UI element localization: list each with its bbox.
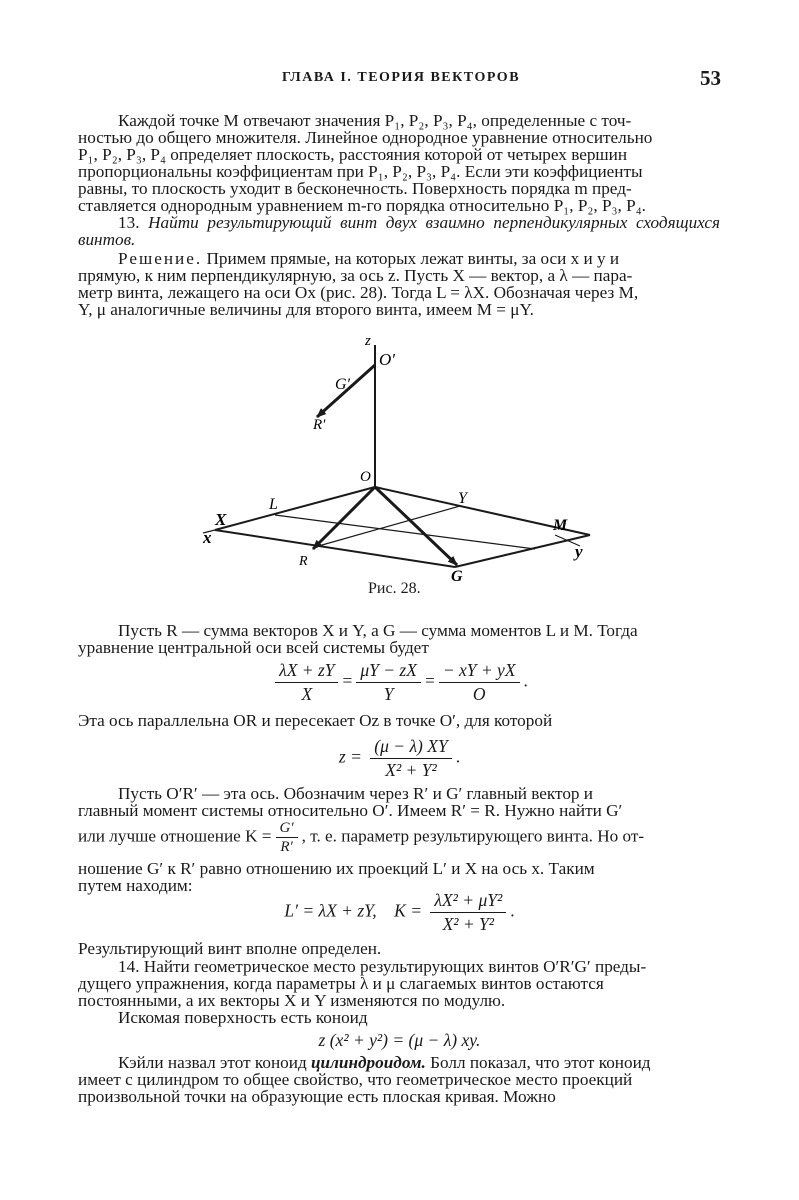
- text-line: путем находим:: [78, 876, 193, 895]
- equation-projections: [0, 890, 799, 935]
- label-r-prime: R′: [313, 417, 326, 433]
- label-o-prime: O′: [379, 350, 395, 369]
- text-line: [78, 820, 720, 855]
- plane-edge: [215, 530, 455, 567]
- text-line: пропорциональны коэффициентам при P₁, P₂, P₃, P₄. Если эти коэффициенты: [78, 162, 643, 181]
- paragraph-axis: [78, 712, 720, 729]
- equation-lhs: z =: [338, 746, 362, 767]
- numerator: λX² + μY²: [430, 890, 506, 913]
- text-line: Пусть R — сумма векторов X и Y, а G — сумма моментов L и M. Тогда: [118, 621, 638, 640]
- text-line: дущего упражнения, когда параметры λ и μ слагаемых винтов остаются: [78, 974, 604, 993]
- label-X: X: [215, 510, 227, 529]
- paragraph-defined: [78, 940, 720, 957]
- problem-13-solution: [78, 250, 720, 318]
- denominator: X² + Y²: [442, 914, 495, 934]
- text-line: [78, 250, 720, 267]
- period: .: [510, 900, 515, 921]
- equals-sign: =: [342, 670, 353, 691]
- period: .: [523, 670, 528, 691]
- problem-14: [78, 958, 720, 1026]
- label-M: M: [553, 517, 568, 534]
- solution-label: Решение.: [118, 249, 203, 268]
- text-line: главный момент системы относительно O′. Имеем R′ = R. Нужно найти G′: [78, 801, 623, 820]
- equation-z: [0, 736, 799, 781]
- label-G: G: [451, 568, 463, 585]
- text-line: Пусть O′R′ — эта ось. Обозначим через R′ и G′ главный вектор и: [118, 784, 594, 803]
- text-line: метр винта, лежащего на оси Ox (рис. 28). Тогда L = λX. Обозначая через M,: [78, 283, 639, 302]
- equation-conoid: [0, 1030, 799, 1051]
- fraction: [370, 736, 451, 781]
- text-line: произвольной точки на образующие есть плоская кривая. Можно: [78, 1087, 556, 1106]
- label-Y: Y: [458, 490, 467, 507]
- text-line: [78, 1054, 720, 1071]
- fraction-k: [276, 820, 298, 855]
- text-fragment: Найти геометрическое место результирующих винтов O′R′G′ преды-: [143, 957, 647, 976]
- plane-edge: [215, 487, 375, 530]
- denominator: O: [472, 684, 486, 704]
- text-line: имеет с цилиндром то общее свойство, что геометрическое место проекций: [78, 1070, 633, 1089]
- paragraph-resultant-k: [78, 820, 720, 855]
- denominator: X: [301, 684, 313, 704]
- numerator: (μ − λ) XY: [370, 736, 451, 759]
- fraction: [356, 660, 421, 705]
- intro-paragraph: [78, 112, 720, 214]
- formula-text: z (x² + y²) = (μ − λ) xy.: [318, 1030, 481, 1050]
- paragraph-sum: [78, 622, 720, 656]
- equation-central-axis: [0, 660, 799, 705]
- equation-lhs: L′ = λX + zY,: [284, 900, 377, 921]
- text-line: постоянными, а их векторы X и Y изменяются по модулю.: [78, 991, 506, 1010]
- emphasis-term: цилиндроидом.: [310, 1053, 426, 1072]
- text-line: ношение G′ к R′ равно отношению их проекций L′ и X на ось x. Таким: [78, 859, 595, 878]
- label-L: L: [269, 496, 278, 513]
- text-fragment: , т. е. параметр результирующего винта. Но от-: [301, 826, 645, 846]
- label-z: z: [365, 333, 371, 349]
- fraction: [275, 660, 338, 705]
- equation-k: K =: [394, 900, 423, 921]
- numerator: λX + zY: [275, 660, 338, 683]
- text-fragment: Кэйли назвал этот коноид: [118, 1053, 307, 1072]
- text-fragment: Болл показал, что этот коноид: [430, 1053, 651, 1072]
- plane-edge: [455, 535, 590, 567]
- text-fragment: Примем прямые, на которых лежат винты, за оси x и y и: [206, 249, 620, 268]
- text-line: Каждой точке M отвечают значения P₁, P₂, P₃, P₄, определенные с точ-: [118, 111, 632, 130]
- page-number: 53: [700, 66, 721, 90]
- numerator: G′: [276, 820, 298, 838]
- equals-sign: =: [424, 670, 435, 691]
- text-line: Искомая поверхность есть коноид: [118, 1008, 368, 1027]
- text-line: Эта ось параллельна OR и пересекает Oz в точке O′, для которой: [78, 711, 553, 730]
- text-line: P₁, P₂, P₃, P₄ определяет плоскость, расстояния которой от четырех вершин: [78, 145, 628, 164]
- text-line: уравнение центральной оси всей системы будет: [78, 638, 429, 657]
- problem-13: [78, 214, 720, 248]
- text-line: ностью до общего множителя. Линейное однородное уравнение относительно: [78, 128, 653, 147]
- period: .: [455, 746, 461, 767]
- paragraph-cayley: [78, 1054, 720, 1105]
- denominator: X² + Y²: [385, 760, 437, 780]
- label-x: x: [203, 528, 212, 547]
- text-line: прямую, к ним перпендикулярную, за ось z. Пусть X — вектор, а λ — пара-: [78, 266, 633, 285]
- numerator: − xY + yX: [439, 660, 520, 683]
- denominator: Y: [383, 684, 394, 704]
- fraction: [430, 890, 506, 935]
- problem-statement: [78, 214, 720, 248]
- paragraph-resultant-end: [78, 860, 720, 894]
- running-title: ГЛАВА I. ТЕОРИЯ ВЕКТОРОВ: [282, 70, 521, 85]
- label-g-prime: G′: [335, 376, 351, 393]
- figure-caption: Рис. 28.: [368, 580, 421, 597]
- paragraph-resultant: [78, 785, 720, 819]
- text-line: Результирующий винт вполне определен.: [78, 939, 382, 958]
- numerator: μY − zX: [356, 660, 421, 683]
- figure-28: [195, 325, 615, 585]
- label-R: R: [299, 554, 308, 569]
- fraction: [439, 660, 520, 705]
- label-y: y: [575, 542, 583, 561]
- text-line: [78, 958, 720, 975]
- problem-number: 13.: [118, 213, 140, 232]
- problem-text: Найти результирующий винт двух взаимно перпендикулярных сходящихся винтов.: [78, 213, 720, 249]
- text-line: Y, μ аналогичные величины для второго винта, имеем M = μY.: [78, 300, 534, 319]
- label-o: O: [360, 469, 371, 485]
- text-line: ставляется однородным уравнением m-го порядка относительно P₁, P₂, P₃, P₄.: [78, 196, 646, 215]
- text-line: равны, то плоскость уходит в бесконечность. Поверхность порядка m пред-: [78, 179, 632, 198]
- parallelogram-line: [275, 515, 535, 549]
- page-header: [0, 66, 799, 94]
- text-fragment: или лучше отношение K =: [78, 826, 272, 846]
- denominator: R′: [280, 839, 293, 855]
- problem-number: 14.: [118, 957, 140, 976]
